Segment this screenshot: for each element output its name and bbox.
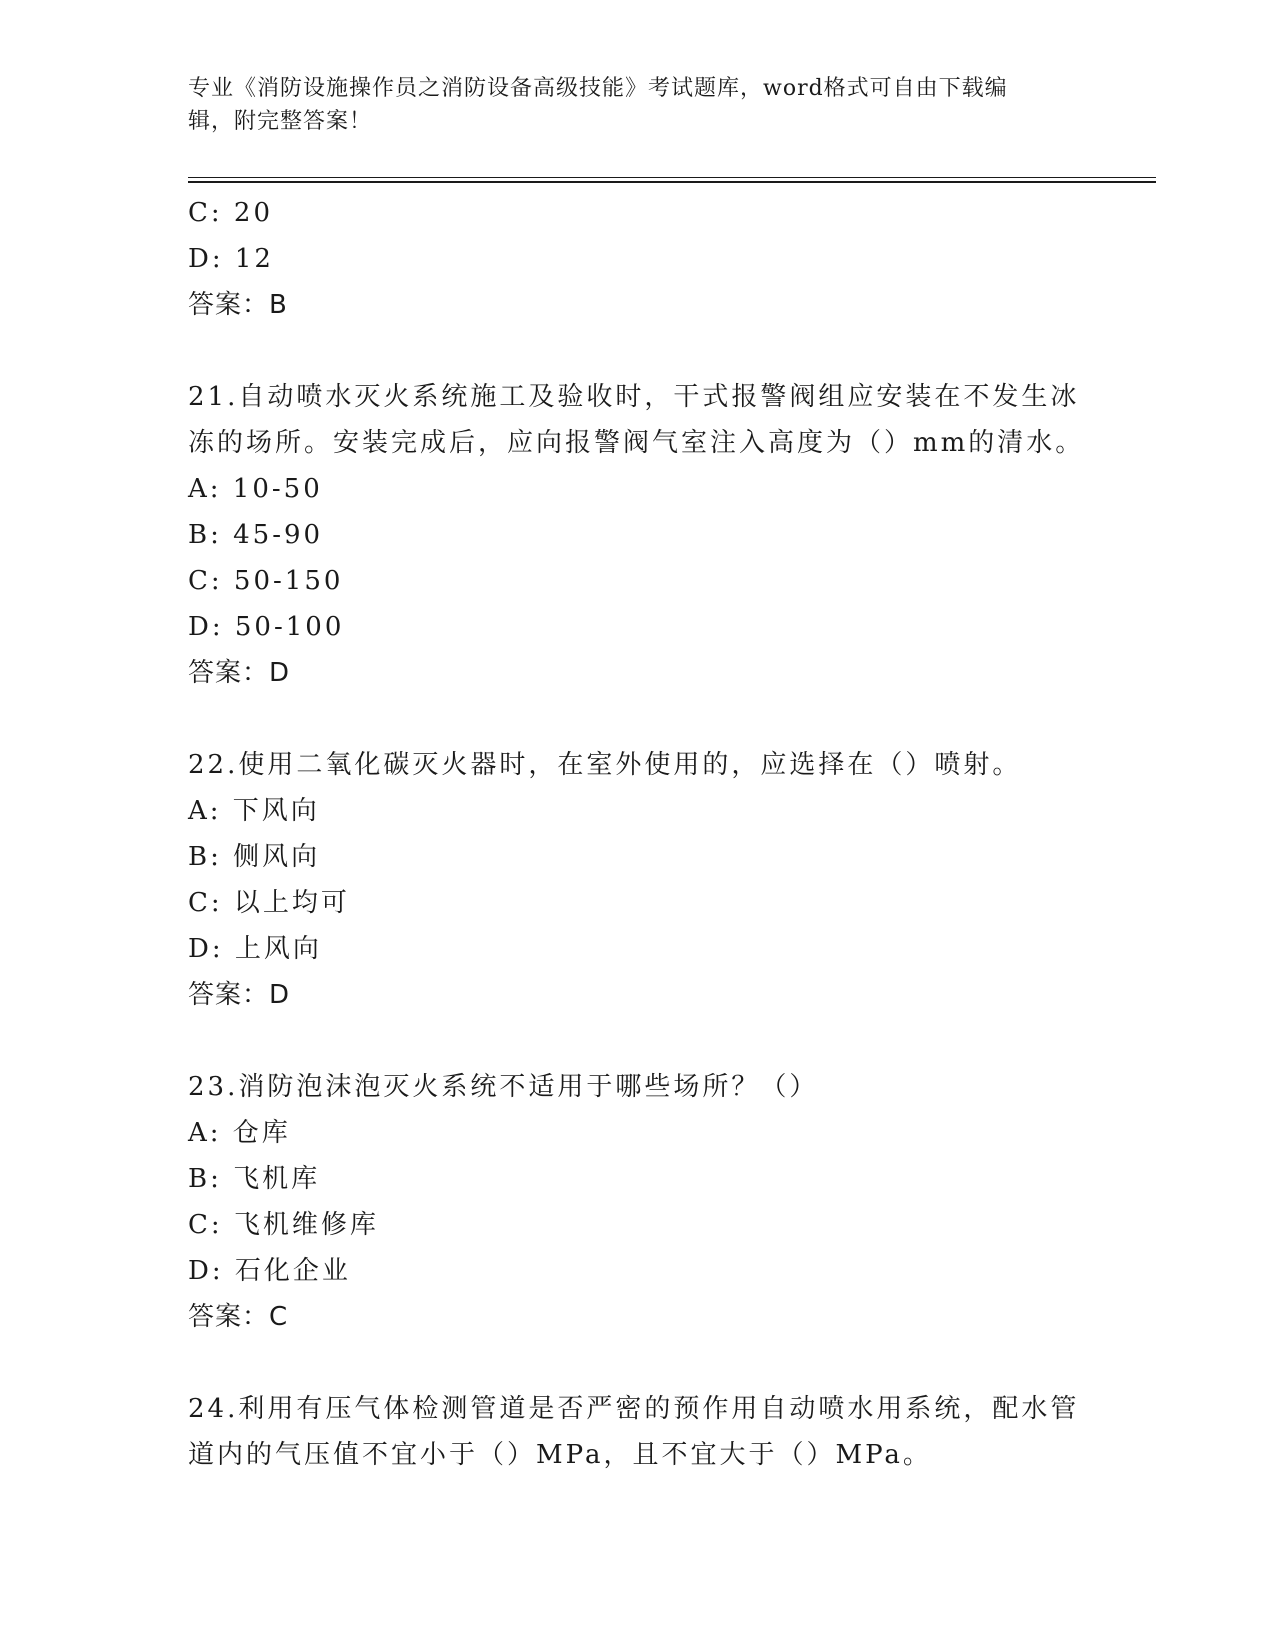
question-stem-cont: 道内的气压值不宜小于（）MPa，且不宜大于（）MPa。 <box>188 1440 932 1470</box>
option-a: A: 10-50 <box>188 474 323 504</box>
question-stem-cont: 冻的场所。安装完成后，应向报警阀气室注入高度为（）mm的清水。 <box>188 428 1085 458</box>
option-d: D: 50-100 <box>188 612 345 642</box>
header-divider-thick <box>188 181 1156 183</box>
answer: 答案：D <box>188 980 291 1010</box>
question-24 <box>188 1386 1088 1478</box>
question-stem: 21.自动喷水灭火系统施工及验收时，干式报警阀组应安装在不发生冰 <box>188 382 1080 412</box>
option-c: C: 20 <box>188 198 274 228</box>
header-divider-thin <box>188 177 1156 178</box>
question-22 <box>188 742 1088 1018</box>
answer: 答案：B <box>188 290 288 320</box>
spacer <box>188 328 1088 374</box>
option-a: A: 下风向 <box>188 796 320 826</box>
option-c: C: 飞机维修库 <box>188 1210 379 1240</box>
answer: 答案：C <box>188 1302 289 1332</box>
spacer <box>188 1018 1088 1064</box>
question-21 <box>188 374 1088 696</box>
header-line-1: 专业《消防设施操作员之消防设备高级技能》考试题库，word格式可自由下载编 <box>188 76 1008 101</box>
option-d: D: 12 <box>188 244 274 274</box>
question-23 <box>188 1064 1088 1340</box>
option-c: C: 50-150 <box>188 566 344 596</box>
question-stem: 22.使用二氧化碳灭火器时，在室外使用的，应选择在（）喷射。 <box>188 750 1022 780</box>
answer: 答案：D <box>188 658 291 688</box>
option-b: B: 侧风向 <box>188 842 321 872</box>
spacer <box>188 1340 1088 1386</box>
question-list <box>188 190 1088 1478</box>
question-stem: 24.利用有压气体检测管道是否严密的预作用自动喷水用系统，配水管 <box>188 1394 1080 1424</box>
header-line-2: 辑，附完整答案！ <box>188 109 373 134</box>
option-d: D: 石化企业 <box>188 1256 351 1286</box>
document-header <box>188 72 1068 138</box>
question-stem: 23.消防泡沫泡灭火系统不适用于哪些场所？（） <box>188 1072 819 1102</box>
option-c: C: 以上均可 <box>188 888 350 918</box>
option-b: B: 45-90 <box>188 520 324 550</box>
option-a: A: 仓库 <box>188 1118 291 1148</box>
option-d: D: 上风向 <box>188 934 322 964</box>
option-b: B: 飞机库 <box>188 1164 321 1194</box>
question-20-tail <box>188 190 1088 328</box>
spacer <box>188 696 1088 742</box>
